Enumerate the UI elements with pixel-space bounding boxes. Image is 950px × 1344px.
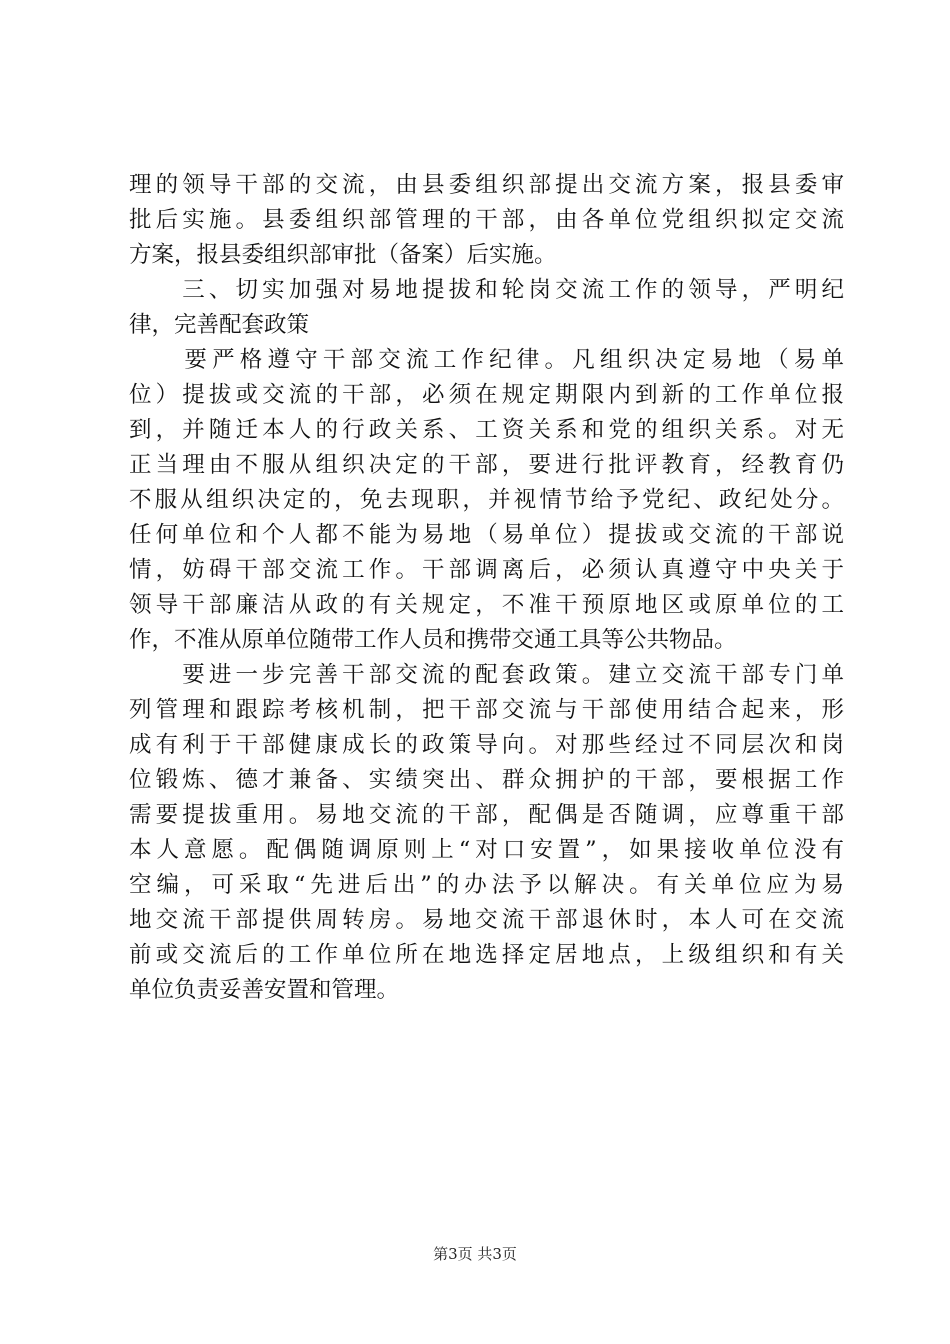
paragraph-discipline bbox=[129, 343, 844, 658]
section-heading-three bbox=[129, 273, 844, 343]
text-line: 前或交流后的工作单位所在地选择定居地点，上级组织和有关 bbox=[129, 942, 844, 968]
text-line: 情，妨碍干部交流工作。干部调离后，必须认真遵守中央关于 bbox=[129, 557, 844, 583]
page-number-footer: 第3页 共3页 bbox=[433, 1245, 517, 1263]
heading-line: 三、切实加强对易地提拔和轮岗交流工作的领导，严明纪 bbox=[129, 277, 844, 303]
text-line: 领导干部廉洁从政的有关规定，不准干预原地区或原单位的工 bbox=[129, 592, 844, 618]
text-line: 成有利于干部健康成长的政策导向。对那些经过不同层次和岗 bbox=[129, 732, 844, 758]
paragraph-supporting-policies bbox=[129, 658, 844, 1008]
text-line: 列管理和跟踪考核机制，把干部交流与干部使用结合起来，形 bbox=[129, 697, 844, 723]
text-line: 方案，报县委组织部审批（备案）后实施。 bbox=[129, 242, 557, 268]
text-line: 作，不准从原单位随带工作人员和携带交通工具等公共物品。 bbox=[129, 627, 737, 653]
heading-line: 律，完善配套政策 bbox=[129, 312, 310, 338]
text-line: 单位负责妥善安置和管理。 bbox=[129, 977, 400, 1003]
text-line: 正当理由不服从组织决定的干部，要进行批评教育，经教育仍 bbox=[129, 452, 844, 478]
text-line: 不服从组织决定的，免去现职，并视情节给予党纪、政纪处分。 bbox=[129, 487, 844, 513]
text-line: 位）提拔或交流的干部，必须在规定期限内到新的工作单位报 bbox=[129, 382, 844, 408]
paragraph-exchange-approval bbox=[129, 168, 844, 273]
document-body bbox=[129, 168, 844, 1008]
text-line: 批后实施。县委组织部管理的干部，由各单位党组织拟定交流 bbox=[129, 207, 844, 233]
text-line: 到，并随迁本人的行政关系、工资关系和党的组织关系。对无 bbox=[129, 417, 844, 443]
text-line: 要严格遵守干部交流工作纪律。凡组织决定易地（易单 bbox=[129, 347, 844, 373]
text-line: 要进一步完善干部交流的配套政策。建立交流干部专门单 bbox=[129, 662, 844, 688]
text-line: 空编，可采取“先进后出”的办法予以解决。有关单位应为易 bbox=[129, 872, 844, 898]
text-line: 本人意愿。配偶随调原则上“对口安置”，如果接收单位没有 bbox=[129, 837, 844, 863]
text-line: 任何单位和个人都不能为易地（易单位）提拔或交流的干部说 bbox=[129, 522, 844, 548]
text-line: 需要提拔重用。易地交流的干部，配偶是否随调，应尊重干部 bbox=[129, 802, 844, 828]
text-line: 位锻炼、德才兼备、实绩突出、群众拥护的干部，要根据工作 bbox=[129, 767, 844, 793]
text-line: 理的领导干部的交流，由县委组织部提出交流方案，报县委审 bbox=[129, 172, 844, 198]
text-line: 地交流干部提供周转房。易地交流干部退休时，本人可在交流 bbox=[129, 907, 844, 933]
